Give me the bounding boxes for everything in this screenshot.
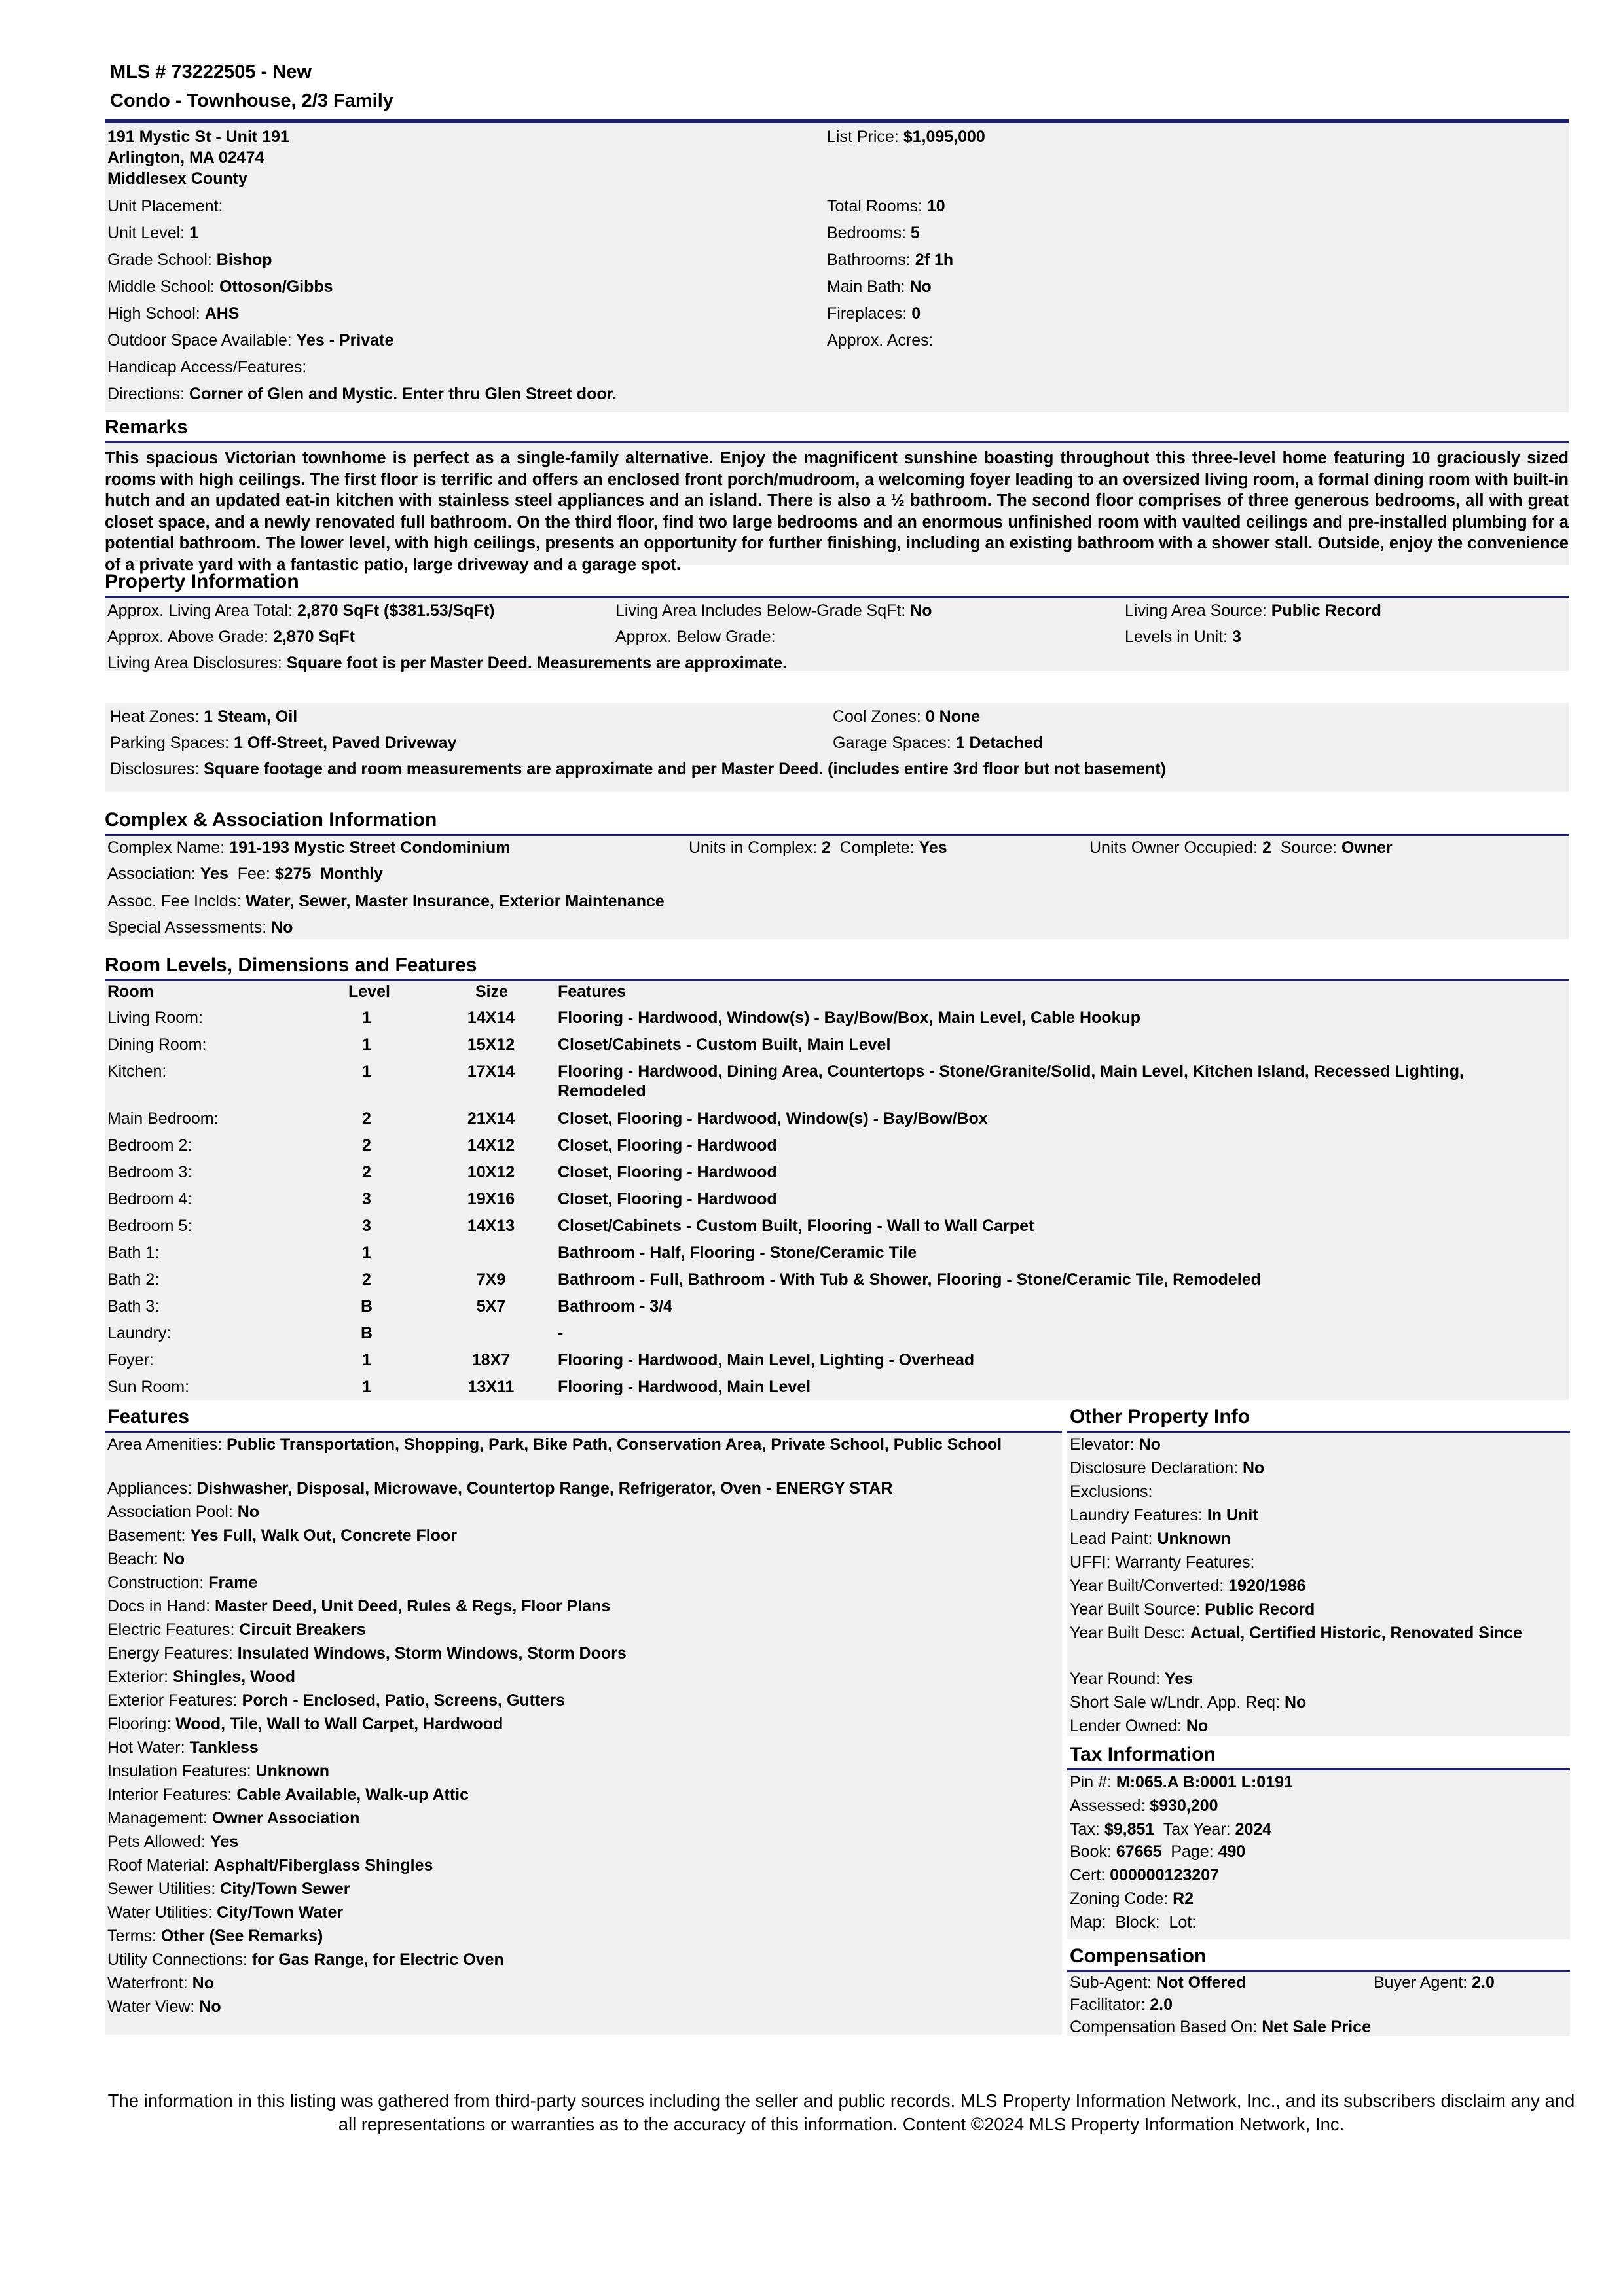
summary-right-item: Fireplaces: 0 (827, 304, 921, 323)
room-name: Sun Room: (107, 1378, 190, 1396)
address-street: 191 Mystic St - Unit 191 (107, 128, 289, 146)
facilitator: Facilitator: 2.0 (1070, 1996, 1173, 2014)
summary-left-item: Grade School: Bishop (107, 251, 272, 269)
tax-zoning: Zoning Code: R2 (1070, 1890, 1194, 1908)
feature-item: Terms: Other (See Remarks) (107, 1927, 323, 1945)
feature-item: Beach: No (107, 1550, 185, 1568)
feature-item: Interior Features: Cable Available, Walk-up Attic (107, 1785, 469, 1804)
summary-left-item: High School: AHS (107, 304, 240, 323)
room-size: 14X14 (467, 1009, 515, 1027)
feature-item: Exterior: Shingles, Wood (107, 1668, 296, 1686)
room-level: 1 (362, 1035, 371, 1054)
rooms-header-features: Features (558, 982, 627, 1001)
feature-item: Hot Water: Tankless (107, 1738, 259, 1757)
feature-item: Pets Allowed: Yes (107, 1833, 239, 1851)
room-level: 1 (362, 1062, 371, 1081)
tax-title: Tax Information (1070, 1744, 1216, 1765)
room-features: Closet, Flooring - Hardwood (558, 1163, 777, 1181)
other-info-item: Year Built Source: Public Record (1070, 1600, 1315, 1619)
room-name: Main Bedroom: (107, 1109, 219, 1128)
tax-amount: Tax: $9,851 Tax Year: 2024 (1070, 1820, 1272, 1839)
room-level: 1 (362, 1244, 371, 1262)
room-level: 1 (362, 1378, 371, 1396)
feature-item: Flooring: Wood, Tile, Wall to Wall Carpet, Hardwood (107, 1715, 503, 1733)
summary-left-item: Handicap Access/Features: (107, 358, 307, 376)
room-features: Flooring - Hardwood, Main Level, Lighting - Overhead (558, 1351, 975, 1369)
summary-left-item: Outdoor Space Available: Yes - Private (107, 331, 394, 350)
summary-left-item: Unit Level: 1 (107, 224, 198, 242)
other-info-item: Exclusions: (1070, 1482, 1153, 1501)
feature-item: Exterior Features: Porch - Enclosed, Patio, Screens, Gutters (107, 1691, 565, 1710)
address-city: Arlington, MA 02474 (107, 149, 264, 167)
rooms-title: Room Levels, Dimensions and Features (105, 954, 477, 976)
room-features: Bathroom - Half, Flooring - Stone/Ceramic Tile (558, 1244, 917, 1262)
room-level: 2 (362, 1109, 371, 1128)
cool-zones: Cool Zones: 0 None (833, 708, 981, 726)
living-area-disclosures: Living Area Disclosures: Square foot is per Master Deed. Measurements are approximate. (107, 654, 787, 672)
room-level: 3 (362, 1217, 371, 1235)
feature-item: Basement: Yes Full, Walk Out, Concrete Floor (107, 1526, 457, 1545)
feature-item: Management: Owner Association (107, 1809, 360, 1827)
room-size: 18X7 (471, 1351, 511, 1369)
room-size: 10X12 (467, 1163, 515, 1181)
room-features: Bathroom - Full, Bathroom - With Tub & Shower, Flooring - Stone/Ceramic Tile, Remodeled (558, 1270, 1261, 1289)
room-level: 2 (362, 1270, 371, 1289)
room-features: Closet, Flooring - Hardwood (558, 1136, 777, 1155)
room-features: Closet, Flooring - Hardwood (558, 1190, 777, 1208)
room-level: 2 (362, 1163, 371, 1181)
feature-item: Association Pool: No (107, 1503, 260, 1521)
feature-item: Water View: No (107, 1998, 221, 2016)
other-info-title: Other Property Info (1070, 1406, 1250, 1427)
room-size: 14X12 (467, 1136, 515, 1155)
remarks-text: This spacious Victorian townhome is perfect as a single-family alternative. Enjoy the magnificent sunshine boasting throughout this three-level home featuring 10 graciously sized rooms with high ceilings. The first floor is terrific and offers an enclosed front porch/mudroom, a welcoming foyer leading to an oversized living room, a formal dining room with built-in hutch and an updated eat-in kitchen with stainless steel appliances and an island. There is also a ½ bathroom. The second floor comprises of three generous bedrooms, all with great closet space, and a newly renovated full bathroom. On the third floor, find two large bedrooms and an enormous unfinished room with vaulted ceilings and pre-installed plumbing for a potential bathroom. The lower level, with high ceilings, presents an opportunity for further finishing, including an existing bathroom with a shower stall. Outside, enjoy the convenience of a private yard with a fantastic patio, large driveway and a garage spot. (105, 449, 1569, 574)
room-name: Laundry: (107, 1324, 172, 1342)
buyer-agent: Buyer Agent: 2.0 (1374, 1973, 1495, 1992)
list-price: List Price: $1,095,000 (827, 128, 985, 146)
summary-right-item: Approx. Acres: (827, 331, 934, 350)
room-level: 3 (362, 1190, 371, 1208)
other-info-item: Laundry Features: In Unit (1070, 1506, 1258, 1524)
feature-item: Appliances: Dishwasher, Disposal, Microwave, Countertop Range, Refrigerator, Oven - ENERGY STAR (107, 1479, 893, 1498)
summary-right-item: Bathrooms: 2f 1h (827, 251, 954, 269)
room-name: Bedroom 2: (107, 1136, 192, 1155)
disclaimer-footer: The information in this listing was gathered from third-party sources including the seller and public records. MLS Property Information Network, Inc., and its subscribers disclaim any and all representations or warranties as to the accuracy of this information. Content ©2024 MLS Property Information Network, Inc. (107, 2090, 1575, 2134)
feature-item: Construction: Frame (107, 1573, 258, 1592)
feature-item: Electric Features: Circuit Breakers (107, 1621, 366, 1639)
sub-agent: Sub-Agent: Not Offered (1070, 1973, 1247, 1992)
other-info-item: Elevator: No (1070, 1435, 1161, 1454)
feature-item: Insulation Features: Unknown (107, 1762, 330, 1780)
feature-item: Roof Material: Asphalt/Fiberglass Shingles (107, 1856, 433, 1874)
room-features: Closet, Flooring - Hardwood, Window(s) - Bay/Bow/Box (558, 1109, 988, 1128)
other-info-item: UFFI: Warranty Features: (1070, 1553, 1255, 1571)
feature-item: Waterfront: No (107, 1974, 214, 1992)
room-size: 15X12 (467, 1035, 515, 1054)
feature-item: Utility Connections: for Gas Range, for Electric Oven (107, 1950, 504, 1969)
room-size: 7X9 (476, 1270, 506, 1289)
room-name: Kitchen: (107, 1062, 167, 1081)
rooms-header-size: Size (475, 982, 509, 1001)
room-level: B (360, 1324, 373, 1342)
room-size: 17X14 (467, 1062, 515, 1081)
room-name: Bedroom 3: (107, 1163, 192, 1181)
other-info-item: Year Round: Yes (1070, 1670, 1194, 1688)
fee-includes: Assoc. Fee Inclds: Water, Sewer, Master Insurance, Exterior Maintenance (107, 892, 665, 910)
room-features: - (558, 1324, 564, 1342)
room-features: Flooring - Hardwood, Main Level (558, 1378, 811, 1396)
complex-title: Complex & Association Information (105, 809, 437, 831)
association: Association: Yes Fee: $275 Monthly (107, 865, 384, 883)
feature-item: Docs in Hand: Master Deed, Unit Deed, Rules & Regs, Floor Plans (107, 1597, 611, 1615)
heat-zones: Heat Zones: 1 Steam, Oil (110, 708, 298, 726)
room-name: Bedroom 5: (107, 1217, 192, 1235)
rooms-header-room: Room (107, 982, 154, 1001)
tax-map: Map: Block: Lot: (1070, 1913, 1197, 1931)
other-info-item: Lead Paint: Unknown (1070, 1530, 1231, 1548)
room-features: Bathroom - 3/4 (558, 1297, 673, 1316)
disclosures: Disclosures: Square footage and room measurements are approximate and per Master Deed. (includes entire 3rd floor but not basement) (110, 760, 1166, 778)
summary-left-item: Middle School: Ottoson/Gibbs (107, 278, 333, 296)
compensation-title: Compensation (1070, 1945, 1207, 1967)
summary-right-item: Main Bath: No (827, 278, 932, 296)
room-size: 5X7 (476, 1297, 506, 1316)
summary-left-item: Unit Placement: (107, 197, 223, 215)
features-title: Features (107, 1406, 190, 1427)
remarks-title: Remarks (105, 416, 188, 438)
levels-in-unit: Levels in Unit: 3 (1125, 628, 1241, 646)
room-level: 2 (362, 1136, 371, 1155)
other-info-item: Disclosure Declaration: No (1070, 1459, 1265, 1477)
room-size: 13X11 (467, 1378, 515, 1396)
summary-right-item: Total Rooms: 10 (827, 197, 945, 215)
rooms-header-level: Level (348, 982, 390, 1001)
address-county: Middlesex County (107, 170, 247, 188)
other-info-item: Short Sale w/Lndr. App. Req: No (1070, 1693, 1307, 1712)
other-info-item: Year Built/Converted: 1920/1986 (1070, 1577, 1306, 1595)
room-name: Bath 1: (107, 1244, 160, 1262)
units-in-complex: Units in Complex: 2 Complete: Yes (689, 838, 947, 857)
room-level: B (360, 1297, 373, 1316)
room-size: 14X13 (467, 1217, 515, 1235)
tax-pin: Pin #: M:065.A B:0001 L:0191 (1070, 1773, 1293, 1791)
special-assessments: Special Assessments: No (107, 918, 293, 937)
mls-number: MLS # 73222505 - New (110, 62, 312, 82)
feature-item: Energy Features: Insulated Windows, Storm Windows, Storm Doors (107, 1644, 627, 1662)
room-name: Living Room: (107, 1009, 203, 1027)
feature-item: Sewer Utilities: City/Town Sewer (107, 1880, 350, 1898)
tax-cert: Cert: 000000123207 (1070, 1866, 1219, 1884)
room-features: Flooring - Hardwood, Window(s) - Bay/Bow/Box, Main Level, Cable Hookup (558, 1009, 1141, 1027)
room-name: Bath 2: (107, 1270, 160, 1289)
living-area-source: Living Area Source: Public Record (1125, 601, 1381, 620)
other-info-item: Lender Owned: No (1070, 1717, 1209, 1735)
room-name: Foyer: (107, 1351, 154, 1369)
above-grade: Approx. Above Grade: 2,870 SqFt (107, 628, 355, 646)
feature-item: Area Amenities: Public Transportation, Shopping, Park, Bike Path, Conservation Area, Private School, Public School (107, 1435, 1002, 1454)
room-features: Flooring - Hardwood, Dining Area, Countertops - Stone/Granite/Solid, Main Level, Kitchen Island, Recessed Lighting, Remodeled (558, 1062, 1464, 1100)
below-grade: Approx. Below Grade: (615, 628, 776, 646)
other-info-item: Year Built Desc: Actual, Certified Historic, Renovated Since (1070, 1624, 1522, 1642)
compensation-based-on: Compensation Based On: Net Sale Price (1070, 2018, 1371, 2036)
feature-item: Water Utilities: City/Town Water (107, 1903, 344, 1922)
room-name: Bath 3: (107, 1297, 160, 1316)
property-type: Condo - Townhouse, 2/3 Family (110, 90, 393, 111)
room-features: Closet/Cabinets - Custom Built, Flooring - Wall to Wall Carpet (558, 1217, 1034, 1235)
room-size: 21X14 (467, 1109, 515, 1128)
room-level: 1 (362, 1009, 371, 1027)
property-info-title: Property Information (105, 571, 299, 592)
room-size: 19X16 (467, 1190, 515, 1208)
room-name: Bedroom 4: (107, 1190, 192, 1208)
room-level: 1 (362, 1351, 371, 1369)
units-owner-occupied: Units Owner Occupied: 2 Source: Owner (1089, 838, 1393, 857)
below-grade-included: Living Area Includes Below-Grade SqFt: No (615, 601, 932, 620)
tax-assessed: Assessed: $930,200 (1070, 1797, 1218, 1815)
summary-right-item: Bedrooms: 5 (827, 224, 920, 242)
room-features: Closet/Cabinets - Custom Built, Main Level (558, 1035, 891, 1054)
garage-spaces: Garage Spaces: 1 Detached (833, 734, 1044, 752)
room-name: Dining Room: (107, 1035, 207, 1054)
parking-spaces: Parking Spaces: 1 Off-Street, Paved Driveway (110, 734, 457, 752)
complex-name: Complex Name: 191-193 Mystic Street Condominium (107, 838, 511, 857)
tax-book: Book: 67665 Page: 490 (1070, 1842, 1246, 1861)
summary-left-item: Directions: Corner of Glen and Mystic. Enter thru Glen Street door. (107, 385, 617, 403)
living-area-total: Approx. Living Area Total: 2,870 SqFt ($381.53/SqFt) (107, 601, 495, 620)
